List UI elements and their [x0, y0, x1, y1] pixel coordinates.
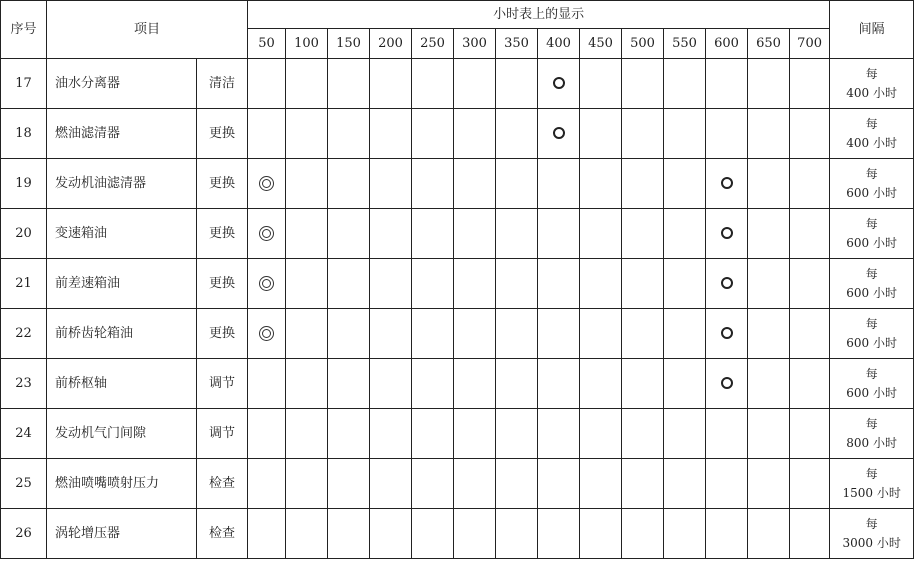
hour-cell-100	[286, 59, 328, 109]
interval-value: 3000 小时	[842, 535, 901, 550]
action-cell: 更换	[197, 309, 248, 359]
hour-cell-300	[454, 59, 496, 109]
hour-cell-350	[496, 209, 538, 259]
hour-cell-50	[248, 309, 286, 359]
hour-cell-250	[412, 459, 454, 509]
action-cell: 检查	[197, 459, 248, 509]
hour-cell-400	[538, 109, 580, 159]
hour-cell-400	[538, 409, 580, 459]
hour-cell-300	[454, 459, 496, 509]
interval-value: 600 小时	[846, 185, 898, 200]
interval-value: 1500 小时	[842, 485, 901, 500]
hour-cell-550	[664, 309, 706, 359]
interval-value: 600 小时	[846, 235, 898, 250]
hour-cell-700	[790, 59, 830, 109]
hour-cell-100	[286, 459, 328, 509]
hour-header-650: 650	[748, 29, 790, 59]
item-name: 燃油喷嘴喷射压力	[47, 459, 197, 509]
action-cell: 清洁	[197, 59, 248, 109]
hour-cell-250	[412, 209, 454, 259]
interval-cell	[830, 159, 914, 209]
hour-cell-500	[622, 359, 664, 409]
hour-cell-100	[286, 109, 328, 159]
hour-cell-650	[748, 209, 790, 259]
hour-cell-650	[748, 409, 790, 459]
hour-cell-100	[286, 159, 328, 209]
hour-cell-700	[790, 159, 830, 209]
double-circle-icon	[259, 326, 274, 341]
interval-prefix: 每	[865, 366, 878, 381]
hour-cell-350	[496, 109, 538, 159]
hour-cell-200	[370, 409, 412, 459]
action-cell: 更换	[197, 209, 248, 259]
circle-icon	[553, 127, 565, 139]
hour-cell-100	[286, 309, 328, 359]
item-name: 涡轮增压器	[47, 509, 197, 559]
row-number: 20	[1, 209, 47, 259]
hour-cell-650	[748, 359, 790, 409]
hour-cell-50	[248, 359, 286, 409]
hour-cell-700	[790, 309, 830, 359]
hour-cell-600	[706, 459, 748, 509]
table-row	[1, 109, 914, 159]
hour-cell-150	[328, 459, 370, 509]
hour-cell-200	[370, 309, 412, 359]
hour-cell-550	[664, 459, 706, 509]
hour-cell-700	[790, 459, 830, 509]
hour-header-500: 500	[622, 29, 664, 59]
hour-cell-250	[412, 259, 454, 309]
circle-icon	[721, 177, 733, 189]
hour-cell-350	[496, 259, 538, 309]
hour-cell-650	[748, 309, 790, 359]
hour-cell-150	[328, 59, 370, 109]
row-number: 23	[1, 359, 47, 409]
hour-cell-100	[286, 259, 328, 309]
hour-cell-550	[664, 509, 706, 559]
row-number: 26	[1, 509, 47, 559]
interval-value: 600 小时	[846, 285, 898, 300]
hour-cell-700	[790, 209, 830, 259]
hour-header-400: 400	[538, 29, 580, 59]
interval-prefix: 每	[865, 316, 878, 331]
hour-cell-350	[496, 509, 538, 559]
circle-icon	[721, 327, 733, 339]
hour-cell-50	[248, 109, 286, 159]
hour-cell-700	[790, 359, 830, 409]
row-number: 22	[1, 309, 47, 359]
circle-icon	[721, 377, 733, 389]
hour-cell-650	[748, 509, 790, 559]
hour-cell-300	[454, 509, 496, 559]
hour-cell-50	[248, 159, 286, 209]
action-cell: 调节	[197, 359, 248, 409]
table-row	[1, 409, 914, 459]
hour-cell-500	[622, 159, 664, 209]
table-row	[1, 359, 914, 409]
hour-cell-300	[454, 359, 496, 409]
hour-cell-550	[664, 59, 706, 109]
item-name: 燃油滤清器	[47, 109, 197, 159]
interval-value: 600 小时	[846, 335, 898, 350]
hour-cell-250	[412, 409, 454, 459]
interval-header: 间隔	[830, 1, 914, 59]
hour-cell-150	[328, 309, 370, 359]
hour-cell-600	[706, 409, 748, 459]
interval-cell	[830, 459, 914, 509]
seq-header: 序号	[1, 1, 47, 59]
hour-cell-350	[496, 159, 538, 209]
hour-cell-50	[248, 459, 286, 509]
interval-cell	[830, 509, 914, 559]
hour-cell-500	[622, 259, 664, 309]
hour-cell-400	[538, 259, 580, 309]
hour-cell-600	[706, 109, 748, 159]
interval-prefix: 每	[865, 416, 878, 431]
hour-header-150: 150	[328, 29, 370, 59]
table-row	[1, 59, 914, 109]
hour-cell-450	[580, 459, 622, 509]
row-number: 25	[1, 459, 47, 509]
table-row	[1, 159, 914, 209]
hour-cell-600	[706, 259, 748, 309]
interval-prefix: 每	[865, 216, 878, 231]
table-body	[1, 59, 914, 559]
hour-cell-600	[706, 59, 748, 109]
hour-cell-550	[664, 259, 706, 309]
row-number: 19	[1, 159, 47, 209]
interval-value: 600 小时	[846, 385, 898, 400]
interval-prefix: 每	[865, 466, 878, 481]
hour-cell-250	[412, 359, 454, 409]
item-name: 发动机油滤清器	[47, 159, 197, 209]
hour-cell-700	[790, 509, 830, 559]
hour-cell-500	[622, 409, 664, 459]
hour-cell-400	[538, 359, 580, 409]
hour-cell-200	[370, 259, 412, 309]
hour-cell-550	[664, 159, 706, 209]
hour-cell-300	[454, 209, 496, 259]
hour-cell-400	[538, 209, 580, 259]
header-row	[1, 1, 914, 29]
action-cell: 调节	[197, 409, 248, 459]
hour-cell-300	[454, 409, 496, 459]
hour-cell-150	[328, 509, 370, 559]
item-name: 油水分离器	[47, 59, 197, 109]
hour-cell-400	[538, 509, 580, 559]
hour-cell-500	[622, 109, 664, 159]
hour-cell-150	[328, 259, 370, 309]
hour-cell-50	[248, 209, 286, 259]
hour-cell-600	[706, 309, 748, 359]
interval-prefix: 每	[865, 266, 878, 281]
table-row	[1, 309, 914, 359]
action-cell: 检查	[197, 509, 248, 559]
row-number: 21	[1, 259, 47, 309]
hour-header-600: 600	[706, 29, 748, 59]
hour-cell-450	[580, 59, 622, 109]
hour-cell-200	[370, 459, 412, 509]
hour-header-700: 700	[790, 29, 830, 59]
hour-cell-400	[538, 309, 580, 359]
hour-header-550: 550	[664, 29, 706, 59]
row-number: 18	[1, 109, 47, 159]
interval-prefix: 每	[865, 66, 878, 81]
item-name: 前差速箱油	[47, 259, 197, 309]
hour-cell-300	[454, 259, 496, 309]
hour-cell-200	[370, 59, 412, 109]
interval-prefix: 每	[865, 516, 878, 531]
table-row	[1, 509, 914, 559]
circle-icon	[553, 77, 565, 89]
interval-cell	[830, 109, 914, 159]
hour-cell-700	[790, 259, 830, 309]
hour-cell-250	[412, 109, 454, 159]
hour-cell-100	[286, 509, 328, 559]
hour-cell-400	[538, 459, 580, 509]
row-number: 24	[1, 409, 47, 459]
hour-header-250: 250	[412, 29, 454, 59]
hour-cell-350	[496, 359, 538, 409]
hour-cell-300	[454, 309, 496, 359]
item-header: 项目	[47, 1, 248, 59]
hour-cell-250	[412, 509, 454, 559]
hour-header-350: 350	[496, 29, 538, 59]
hour-cell-650	[748, 59, 790, 109]
double-circle-icon	[259, 176, 274, 191]
hour-cell-200	[370, 109, 412, 159]
hour-cell-450	[580, 359, 622, 409]
hour-cell-300	[454, 159, 496, 209]
hour-header-50: 50	[248, 29, 286, 59]
hour-cell-200	[370, 159, 412, 209]
hour-cell-250	[412, 59, 454, 109]
hour-cell-450	[580, 209, 622, 259]
hour-header-450: 450	[580, 29, 622, 59]
hour-cell-100	[286, 409, 328, 459]
hour-cell-400	[538, 59, 580, 109]
hour-cell-150	[328, 159, 370, 209]
item-name: 发动机气门间隙	[47, 409, 197, 459]
hour-cell-600	[706, 159, 748, 209]
hour-cell-350	[496, 459, 538, 509]
hour-cell-350	[496, 59, 538, 109]
hour-cell-150	[328, 359, 370, 409]
hour-cell-500	[622, 509, 664, 559]
hour-header-300: 300	[454, 29, 496, 59]
hour-cell-350	[496, 309, 538, 359]
double-circle-icon	[259, 226, 274, 241]
hour-cell-500	[622, 59, 664, 109]
hour-cell-200	[370, 209, 412, 259]
action-cell: 更换	[197, 259, 248, 309]
hour-cell-450	[580, 509, 622, 559]
hour-cell-650	[748, 109, 790, 159]
hour-cell-550	[664, 359, 706, 409]
item-name: 前桥枢轴	[47, 359, 197, 409]
hour-header-200: 200	[370, 29, 412, 59]
interval-cell	[830, 309, 914, 359]
hour-cell-450	[580, 409, 622, 459]
hour-cell-600	[706, 509, 748, 559]
circle-icon	[721, 277, 733, 289]
double-circle-icon	[259, 276, 274, 291]
hour-cell-650	[748, 459, 790, 509]
hour-cell-250	[412, 309, 454, 359]
circle-icon	[721, 227, 733, 239]
hour-cell-250	[412, 159, 454, 209]
hour-cell-50	[248, 409, 286, 459]
item-name: 前桥齿轮箱油	[47, 309, 197, 359]
hour-cell-100	[286, 209, 328, 259]
hour-cell-650	[748, 259, 790, 309]
hour-cell-550	[664, 409, 706, 459]
hour-meter-header: 小时表上的显示	[248, 1, 830, 29]
table-row	[1, 209, 914, 259]
item-name: 变速箱油	[47, 209, 197, 259]
hour-cell-400	[538, 159, 580, 209]
hour-cell-700	[790, 409, 830, 459]
hour-cell-200	[370, 359, 412, 409]
interval-cell	[830, 409, 914, 459]
hour-cell-500	[622, 209, 664, 259]
hour-cell-150	[328, 209, 370, 259]
hour-cell-150	[328, 409, 370, 459]
hour-cell-500	[622, 309, 664, 359]
interval-value: 400 小时	[846, 135, 898, 150]
hour-cell-350	[496, 409, 538, 459]
hour-cell-150	[328, 109, 370, 159]
hour-header-100: 100	[286, 29, 328, 59]
hour-cell-200	[370, 509, 412, 559]
interval-cell	[830, 209, 914, 259]
table-row	[1, 259, 914, 309]
interval-cell	[830, 59, 914, 109]
interval-value: 400 小时	[846, 85, 898, 100]
hour-cell-550	[664, 209, 706, 259]
hour-cell-550	[664, 109, 706, 159]
hour-cell-700	[790, 109, 830, 159]
hour-cell-650	[748, 159, 790, 209]
hour-cell-450	[580, 109, 622, 159]
hour-cell-50	[248, 59, 286, 109]
hour-cell-600	[706, 209, 748, 259]
hour-cell-300	[454, 109, 496, 159]
hour-cell-50	[248, 259, 286, 309]
hour-cell-100	[286, 359, 328, 409]
hour-cell-450	[580, 159, 622, 209]
hour-cell-450	[580, 309, 622, 359]
interval-prefix: 每	[865, 116, 878, 131]
interval-prefix: 每	[865, 166, 878, 181]
hour-cell-500	[622, 459, 664, 509]
row-number: 17	[1, 59, 47, 109]
hour-cell-450	[580, 259, 622, 309]
action-cell: 更换	[197, 109, 248, 159]
action-cell: 更换	[197, 159, 248, 209]
interval-cell	[830, 359, 914, 409]
table-row	[1, 459, 914, 509]
hour-cell-50	[248, 509, 286, 559]
hour-cell-600	[706, 359, 748, 409]
interval-cell	[830, 259, 914, 309]
interval-value: 800 小时	[846, 435, 898, 450]
